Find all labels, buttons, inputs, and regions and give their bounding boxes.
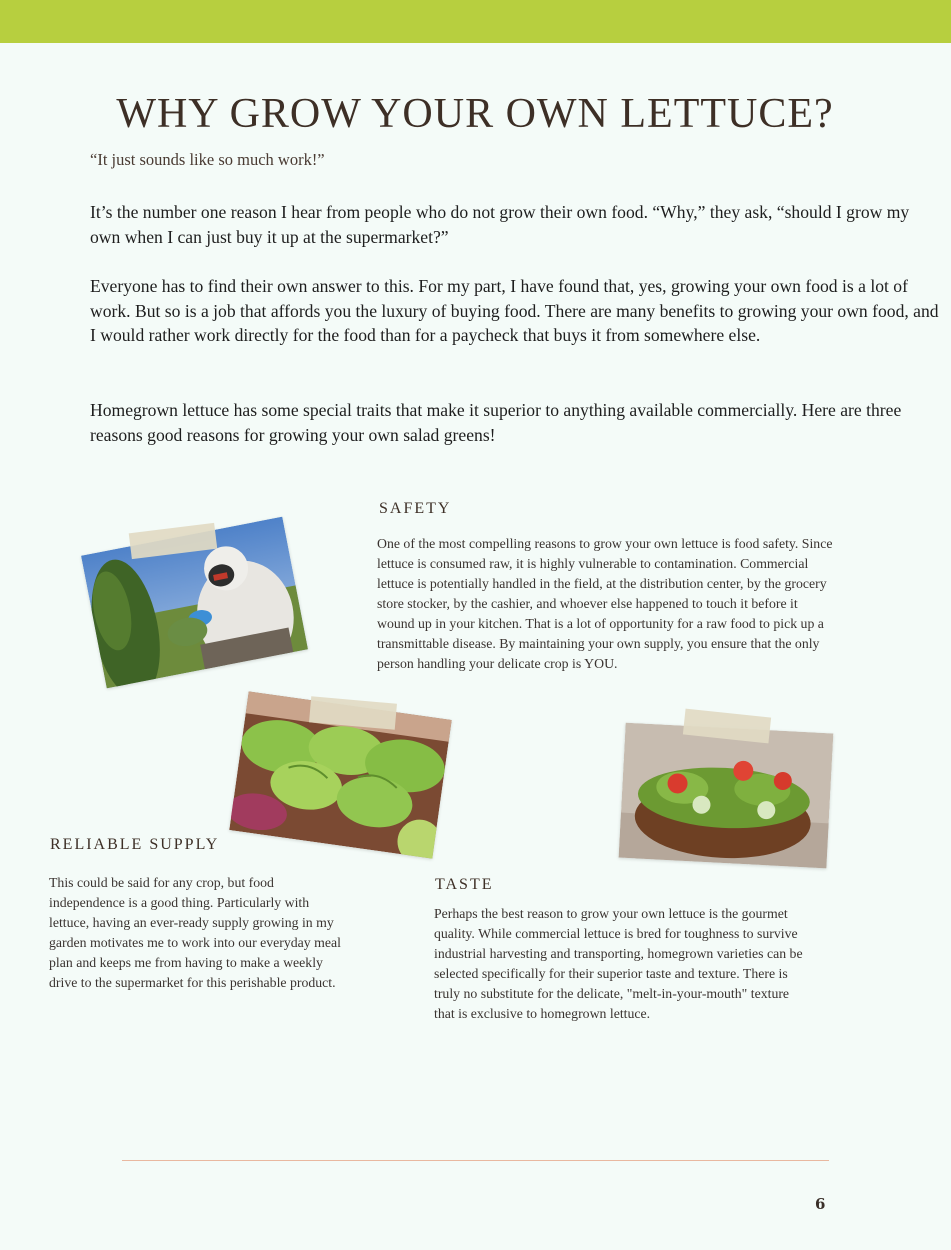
intro-paragraph-2: Everyone has to find their own answer to this. For my part, I have found that, yes, growing your own food is a lot of work. But so is a job that affords you the luxury of buying food. There are many benefits to growing your own food, and I would rather work directly for the food than for a paycheck that buys it from somewhere else. (90, 276, 939, 345)
intro-paragraph-3: Homegrown lettuce has some special traits that make it superior to anything available commercially. Here are three reasons good reasons for growing your own salad greens! (90, 400, 902, 445)
section-heading-taste: TASTE (435, 876, 494, 893)
page-number: 6 (815, 1195, 826, 1213)
intro-paragraph-1: It’s the number one reason I hear from people who do not grow their own food. “Why,” they ask, “should I grow my own when I can just buy it up at the supermarket?” (90, 202, 910, 247)
salad-bowl-image (619, 723, 834, 869)
salad-bowl-photo (619, 723, 834, 869)
section-body-taste: Perhaps the best reason to grow your own lettuce is the gourmet quality. While commercial lettuce is bred for toughness to survive industrial harvesting and transporting, homegrown varieties can be selected specifically for their superior taste and texture. There is truly no substitute for the delicate, "melt-in-your-mouth" texture that is exclusive to homegrown lettuce. (434, 906, 803, 1021)
section-heading-safety: SAFETY (379, 500, 452, 517)
pull-quote: “It just sounds like so much work!” (90, 150, 325, 169)
top-color-band (0, 0, 951, 43)
section-heading-reliable-supply: RELIABLE SUPPLY (50, 836, 220, 853)
footer-divider (122, 1160, 829, 1161)
section-body-reliable-supply: This could be said for any crop, but food independence is a good thing. Particularly with lettuce, having an ever-ready supply growing in my garden motivates me to work into our everyday meal plan and keeps me from having to make a weekly drive to the supermarket for this perishable product. (49, 875, 341, 990)
section-body-safety: One of the most compelling reasons to grow your own lettuce is food safety. Since lettuce is consumed raw, it is highly vulnerable to contamination. Commercial lettuce is potentially handled in the field, at the distribution center, by the grocery store stocker, by the cashier, and whoever else happened to touch it before it wound up in your kitchen. That is a lot of opportunity for a raw food to pick up a transmittable disease. By maintaining your own supply, you ensure that the only person handling your delicate crop is YOU. (377, 536, 833, 671)
page-title: WHY GROW YOUR OWN LETTUCE? (116, 91, 834, 137)
